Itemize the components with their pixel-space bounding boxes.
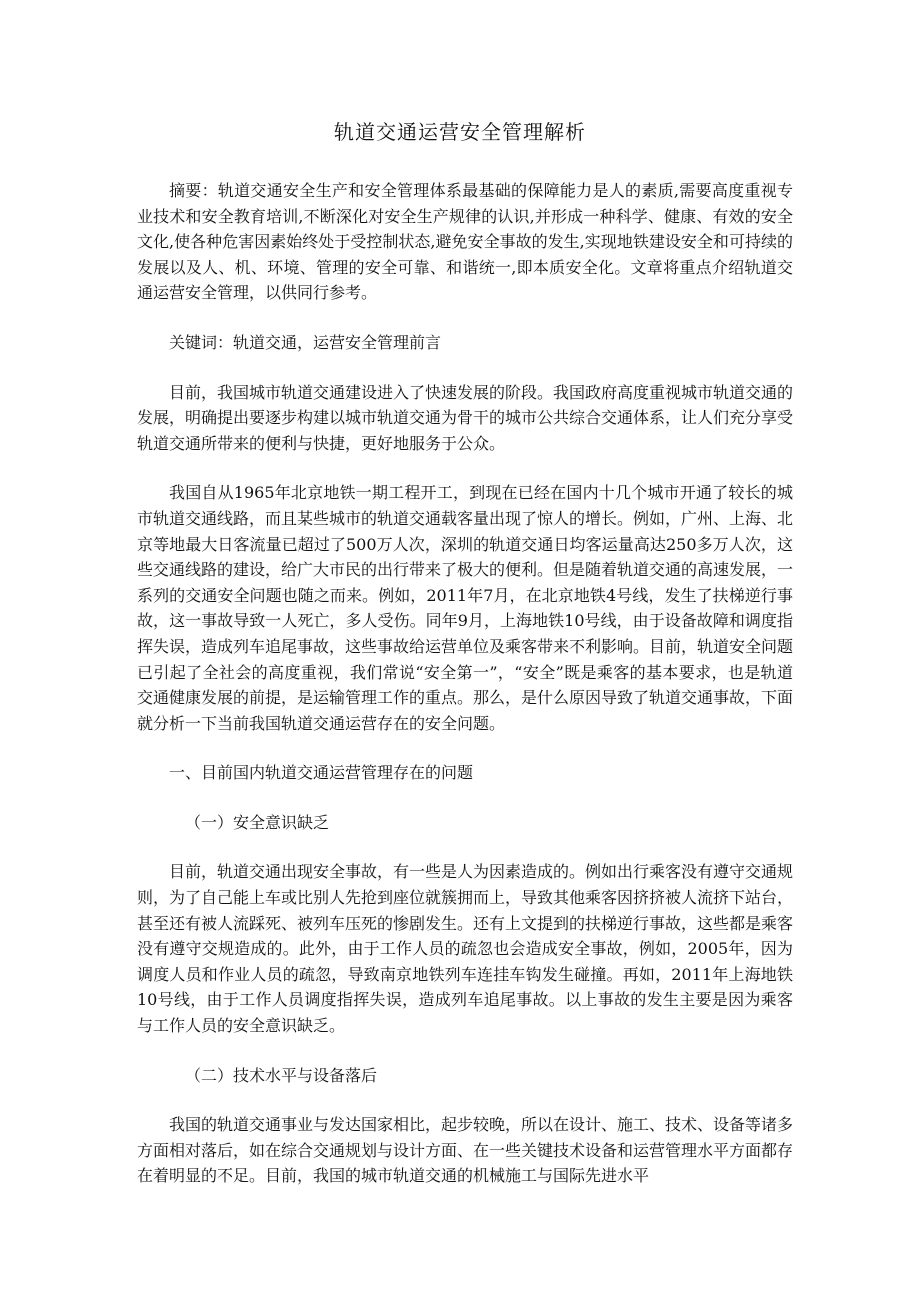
subsection-2-paragraph: 我国的轨道交通事业与发达国家相比，起步较晚，所以在设计、施工、技术、设备等诸多方面相对落后，如在综合交通规划与设计方面、在一些关键技术设备和运营管理水平方面都存在着明显的不足。目前，我国的城市轨道交通的机械施工与国际先进水平 — [137, 1115, 794, 1186]
subsection-heading-2: （二）技术水平与设备落后 — [185, 1065, 378, 1085]
document-body — [137, 178, 793, 1213]
page-title: 轨道交通运营安全管理解析 — [334, 120, 586, 144]
keywords-paragraph: 关键词：轨道交通，运营安全管理前言 — [169, 332, 442, 352]
abstract-paragraph: 摘要：轨道交通安全生产和安全管理体系最基础的保障能力是人的素质,需要高度重视专业技术和安全教育培训,不断深化对安全生产规律的认识,并形成一种科学、健康、有效的安全文化,使各种危害因素始终处于受控制状态,避免安全事故的发生,实现地铁建设安全和可持续的发展以及人、机、环境、管理的安全可靠、和谐统一,即本质安全化。文章将重点介绍轨道交通运营安全管理，以供同行参考。 — [137, 181, 793, 303]
intro-paragraph-1: 目前，我国城市轨道交通建设进入了快速发展的阶段。我国政府高度重视城市轨道交通的发展，明确提出要逐步构建以城市轨道交通为骨干的城市公共综合交通体系，让人们充分享受轨道交通所带来的便利与快捷，更好地服务于公众。 — [137, 382, 794, 453]
intro-paragraph-2: 我国自从1965年北京地铁一期工程开工，到现在已经在国内十几个城市开通了较长的城市轨道交通线路，而且某些城市的轨道交通载客量出现了惊人的增长。例如，广州、上海、北京等地最大日客流量已超过了500万人次，深圳的轨道交通日均客运量高达250多万人次，这些交通线路的建设，给广大市民的出行带来了极大的便利。但是随着轨道交通的高速发展，一系列的交通安全问题也随之而来。例如，2011年7月，在北京地铁4号线，发生了扶梯逆行事故，这一事故导致一人死亡，多人受伤。同年9月，上海地铁10号线，由于设备故障和调度指挥失误，造成列车追尾事故，这些事故给运营单位及乘客带来不利影响。目前，轨道安全问题已引起了全社会的高度重视，我们常说“安全第一”，“安全”既是乘客的基本要求，也是轨道交通健康发展的前提，是运输管理工作的重点。那么，是什么原因导致了轨道交通事故，下面就分析一下当前我国轨道交通运营存在的安全问题。 — [137, 483, 794, 733]
subsection-1-paragraph: 目前，轨道交通出现安全事故，有一些是人为因素造成的。例如出行乘客没有遵守交通规则，为了自己能上车或比别人先抢到座位就簇拥而上，导致其他乘客因挤挤被人流挤下站台，甚至还有被人流踩死、被列车压死的惨剧发生。还有上文提到的扶梯逆行事故，这些都是乘客没有遵守交规造成的。此外，由于工作人员的疏忽也会造成安全事故，例如，2005年，因为调度人员和作业人员的疏忽，导致南京地铁列车连挂车钩发生碰撞。再如，2011年上海地铁10号线，由于工作人员调度指挥失误，造成列车追尾事故。以上事故的发生主要是因为乘客与工作人员的安全意识缺乏。 — [137, 862, 794, 1036]
section-heading-1: 一、目前国内轨道交通运营管理存在的问题 — [169, 763, 474, 783]
subsection-heading-1: （一）安全意识缺乏 — [185, 812, 330, 832]
